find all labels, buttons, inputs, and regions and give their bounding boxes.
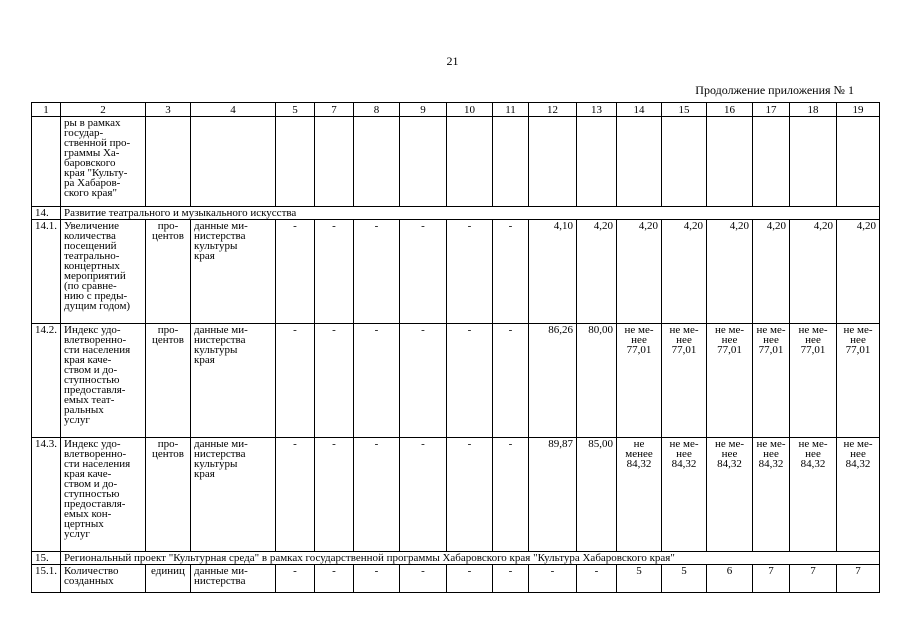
- section-title: Развитие театрального и музыкального искусства: [61, 207, 880, 220]
- value-cell: 4,20: [753, 220, 790, 324]
- header-cell: 13: [577, 103, 617, 117]
- value-cell: -: [276, 220, 315, 324]
- value-cell: -: [315, 565, 354, 593]
- value-cell: 86,26: [529, 324, 577, 438]
- value-cell: 4,20: [662, 220, 707, 324]
- value-cell: -: [276, 565, 315, 593]
- value-cell: -: [315, 220, 354, 324]
- value-cell: -: [276, 324, 315, 438]
- value-cell: 4,20: [577, 220, 617, 324]
- value-cell: не менее 84,32: [617, 438, 662, 552]
- value-cell: 89,87: [529, 438, 577, 552]
- indicators-table: [31, 102, 880, 593]
- header-cell: 4: [191, 103, 276, 117]
- header-cell: 12: [529, 103, 577, 117]
- value-cell: не ме- нее 84,32: [790, 438, 837, 552]
- value-cell: -: [493, 565, 529, 593]
- value-cell: -: [354, 565, 400, 593]
- source-cell: данные ми- нистерства культуры края: [191, 438, 276, 552]
- value-cell: 4,20: [617, 220, 662, 324]
- table-row: [32, 565, 880, 593]
- header-row: [32, 103, 880, 117]
- value-cell: не ме- нее 84,32: [753, 438, 790, 552]
- value-cell: -: [493, 220, 529, 324]
- header-cell: 18: [790, 103, 837, 117]
- row-number: 15.1.: [32, 565, 61, 593]
- header-cell: 15: [662, 103, 707, 117]
- unit-cell: про- центов: [146, 220, 191, 324]
- value-cell: -: [400, 324, 447, 438]
- value-cell: не ме- нее 84,32: [662, 438, 707, 552]
- header-cell: 19: [837, 103, 880, 117]
- header-cell: 8: [354, 103, 400, 117]
- page-number: 21: [446, 54, 459, 68]
- row-number: 14.3.: [32, 438, 61, 552]
- value-cell: не ме- нее 77,01: [617, 324, 662, 438]
- table-row: [32, 324, 880, 438]
- row-number: 14.2.: [32, 324, 61, 438]
- value-cell: -: [276, 438, 315, 552]
- header-cell: 11: [493, 103, 529, 117]
- header-cell: 9: [400, 103, 447, 117]
- header-cell: 1: [32, 103, 61, 117]
- value-cell: -: [447, 565, 493, 593]
- value-cell: 7: [753, 565, 790, 593]
- row-number: 14.1.: [32, 220, 61, 324]
- section-row: [32, 207, 880, 220]
- header-cell: 2: [61, 103, 146, 117]
- table-row-continued: [32, 117, 880, 207]
- indicator-name: Увеличение количества посещений театрально- концертных мероприятий (по сравне- нию с преды- дущим годом): [61, 220, 146, 324]
- value-cell: 6: [707, 565, 753, 593]
- value-cell: -: [447, 324, 493, 438]
- section-title: Региональный проект "Культурная среда" в рамках государственной программы Хабаровского края "Культура Хабаровского края": [61, 552, 880, 565]
- value-cell: -: [447, 220, 493, 324]
- value-cell: не ме- нее 84,32: [837, 438, 880, 552]
- value-cell: -: [400, 220, 447, 324]
- header-cell: 3: [146, 103, 191, 117]
- value-cell: 5: [617, 565, 662, 593]
- source-cell: данные ми- нистерства культуры края: [191, 324, 276, 438]
- value-cell: -: [493, 438, 529, 552]
- value-cell: 5: [662, 565, 707, 593]
- unit-cell: единиц: [146, 565, 191, 593]
- indicator-name: Индекс удо- влетворенно- сти населения края каче- ством и до- ступностью предоставля- емых кон- цертных услуг: [61, 438, 146, 552]
- value-cell: не ме- нее 77,01: [662, 324, 707, 438]
- value-cell: -: [493, 324, 529, 438]
- value-cell: -: [354, 324, 400, 438]
- value-cell: -: [315, 438, 354, 552]
- indicator-name: Индекс удо- влетворенно- сти населения края каче- ством и до- ступностью предоставля- емых теат- ральных услуг: [61, 324, 146, 438]
- value-cell: -: [400, 438, 447, 552]
- value-cell: не ме- нее 77,01: [837, 324, 880, 438]
- value-cell: 4,20: [837, 220, 880, 324]
- header-cell: 5: [276, 103, 315, 117]
- continuation-label: Продолжение приложения № 1: [695, 83, 854, 97]
- header-cell: 7: [315, 103, 354, 117]
- source-cell: данные ми- нистерства: [191, 565, 276, 593]
- value-cell: -: [315, 324, 354, 438]
- header-cell: 16: [707, 103, 753, 117]
- value-cell: -: [577, 565, 617, 593]
- header-cell: 14: [617, 103, 662, 117]
- unit-cell: про- центов: [146, 324, 191, 438]
- value-cell: 7: [790, 565, 837, 593]
- value-cell: 80,00: [577, 324, 617, 438]
- section-number: 15.: [32, 552, 61, 565]
- unit-cell: про- центов: [146, 438, 191, 552]
- value-cell: 4,20: [790, 220, 837, 324]
- value-cell: не ме- нее 77,01: [753, 324, 790, 438]
- value-cell: -: [354, 220, 400, 324]
- value-cell: 85,00: [577, 438, 617, 552]
- indicator-name: ры в рамках государ- ственной про- граммы Ха- баровского края "Культу- ра Хабаров- ского края": [61, 117, 146, 207]
- section-number: 14.: [32, 207, 61, 220]
- table-row: [32, 220, 880, 324]
- value-cell: не ме- нее 84,32: [707, 438, 753, 552]
- value-cell: не ме- нее 77,01: [790, 324, 837, 438]
- value-cell: 7: [837, 565, 880, 593]
- section-row: [32, 552, 880, 565]
- value-cell: 4,20: [707, 220, 753, 324]
- indicator-name: Количество созданных: [61, 565, 146, 593]
- source-cell: данные ми- нистерства культуры края: [191, 220, 276, 324]
- value-cell: не ме- нее 77,01: [707, 324, 753, 438]
- value-cell: 4,10: [529, 220, 577, 324]
- header-cell: 17: [753, 103, 790, 117]
- value-cell: -: [354, 438, 400, 552]
- table-row: [32, 438, 880, 552]
- value-cell: -: [529, 565, 577, 593]
- value-cell: -: [400, 565, 447, 593]
- value-cell: -: [447, 438, 493, 552]
- header-cell: 10: [447, 103, 493, 117]
